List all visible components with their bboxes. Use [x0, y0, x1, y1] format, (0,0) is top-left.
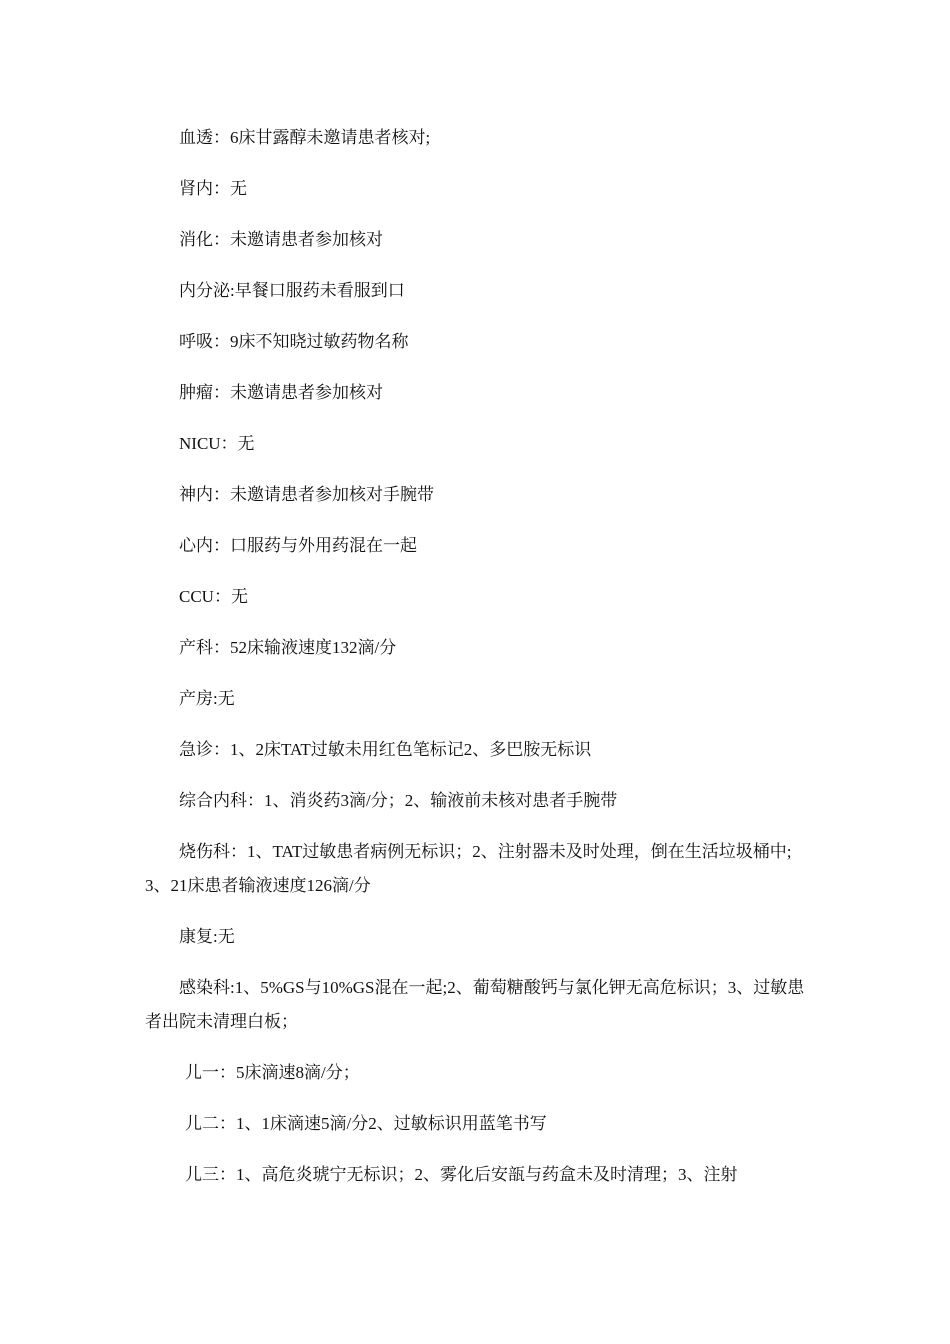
paragraph-oncology: 肿瘤：未邀请患者参加核对: [179, 383, 383, 402]
paragraph-hemodialysis: 血透：6床甘露醇未邀请患者核对;: [179, 128, 431, 147]
paragraph-pediatrics-2: 儿二：1、1床滴速5滴/分2、过敏标识用蓝笔书写: [185, 1114, 547, 1133]
paragraph-pediatrics-3: 儿三：1、高危炎琥宁无标识；2、雾化后安瓿与药盒未及时清理；3、注射: [185, 1165, 738, 1184]
paragraph-emergency: 急诊：1、2床TAT过敏未用红色笔标记2、多巴胺无标识: [179, 740, 592, 759]
paragraph-respiratory: 呼吸：9床不知晓过敏药物名称: [179, 332, 409, 351]
paragraph-general-medicine: 综合内科：1、消炎药3滴/分；2、输液前未核对患者手腕带: [179, 791, 618, 810]
paragraph-obstetrics: 产科：52床输液速度132滴/分: [179, 638, 397, 657]
paragraph-pediatrics-1: 儿一：5床滴速8滴/分；: [185, 1063, 360, 1082]
paragraph-delivery-room: 产房:无: [179, 689, 235, 708]
paragraph-ccu: CCU：无: [179, 587, 248, 606]
paragraph-neurology: 神内：未邀请患者参加核对手腕带: [179, 485, 434, 504]
paragraph-rehabilitation: 康复:无: [179, 927, 235, 946]
document-body: [145, 121, 805, 1209]
paragraph-endocrinology: 内分泌:早餐口服药未看服到口: [179, 281, 405, 300]
paragraph-infectious-disease: 感染科:1、5%GS与10%GS混在一起;2、葡萄糖酸钙与氯化钾无高危标识；3、过敏患者出院未清理白板；: [145, 978, 805, 1031]
paragraph-cardiology: 心内：口服药与外用药混在一起: [179, 536, 417, 555]
paragraph-nicu: NICU：无: [179, 434, 255, 453]
paragraph-gastroenterology: 消化：未邀请患者参加核对: [179, 230, 383, 249]
paragraph-burns: 烧伤科：1、TAT过敏患者病例无标识；2、注射器未及时处理，倒在生活垃圾桶中;3、21床患者输液速度126滴/分: [145, 842, 792, 895]
paragraph-nephrology: 肾内：无: [179, 179, 247, 198]
